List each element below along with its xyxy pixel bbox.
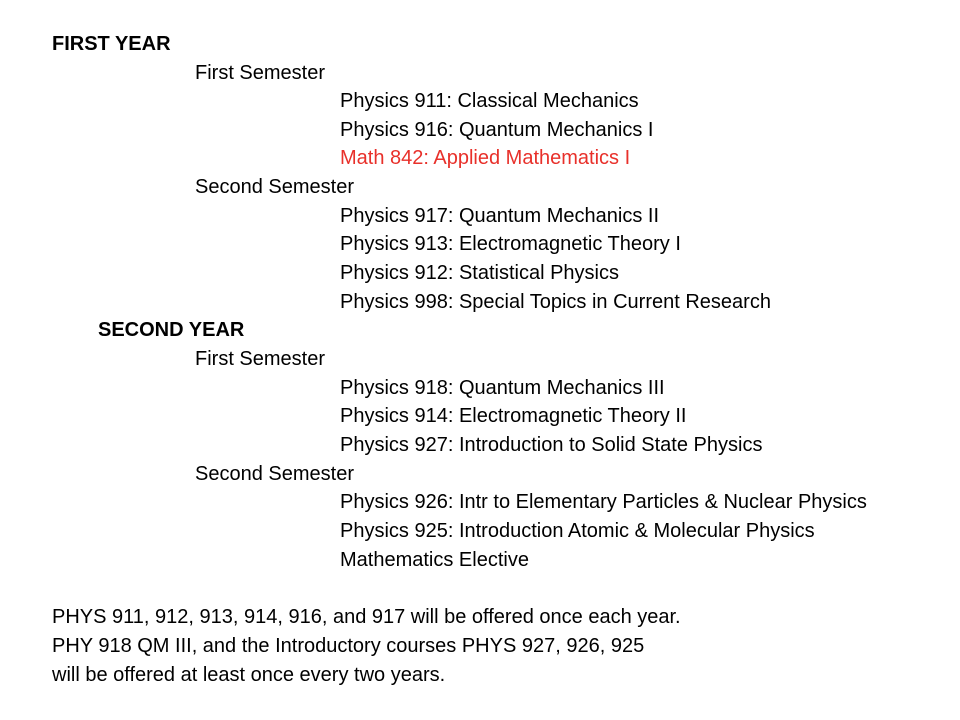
course-item: Mathematics Elective — [340, 549, 529, 571]
course-item: Physics 925: Introduction Atomic & Molecular Physics — [340, 520, 815, 542]
highlighted-course-item: Math 842: Applied Mathematics I — [340, 147, 631, 169]
course-item: Physics 998: Special Topics in Current Research — [340, 291, 771, 313]
course-item: Physics 918: Quantum Mechanics III — [340, 377, 665, 399]
course-item: Physics 911: Classical Mechanics — [340, 90, 639, 112]
second-year-second-semester-label: Second Semester — [195, 463, 354, 485]
second-year-heading: SECOND YEAR — [98, 319, 245, 341]
course-item: Physics 912: Statistical Physics — [340, 262, 619, 284]
course-item: Physics 926: Intr to Elementary Particles & Nuclear Physics — [340, 491, 867, 513]
schedule-note: PHY 918 QM III, and the Introductory courses PHYS 927, 926, 925 — [52, 635, 645, 657]
schedule-note: PHYS 911, 912, 913, 914, 916, and 917 will be offered once each year. — [52, 606, 681, 628]
course-item: Physics 913: Electromagnetic Theory I — [340, 233, 681, 255]
course-item: Physics 916: Quantum Mechanics I — [340, 119, 654, 141]
first-year-second-semester-label: Second Semester — [195, 176, 354, 198]
course-item: Physics 914: Electromagnetic Theory II — [340, 405, 687, 427]
second-year-first-semester-label: First Semester — [195, 348, 326, 370]
schedule-note: will be offered at least once every two years. — [52, 664, 446, 686]
course-item: Physics 927: Introduction to Solid State Physics — [340, 434, 763, 456]
first-year-first-semester-label: First Semester — [195, 62, 326, 84]
course-item: Physics 917: Quantum Mechanics II — [340, 205, 660, 227]
first-year-heading: FIRST YEAR — [52, 33, 171, 55]
